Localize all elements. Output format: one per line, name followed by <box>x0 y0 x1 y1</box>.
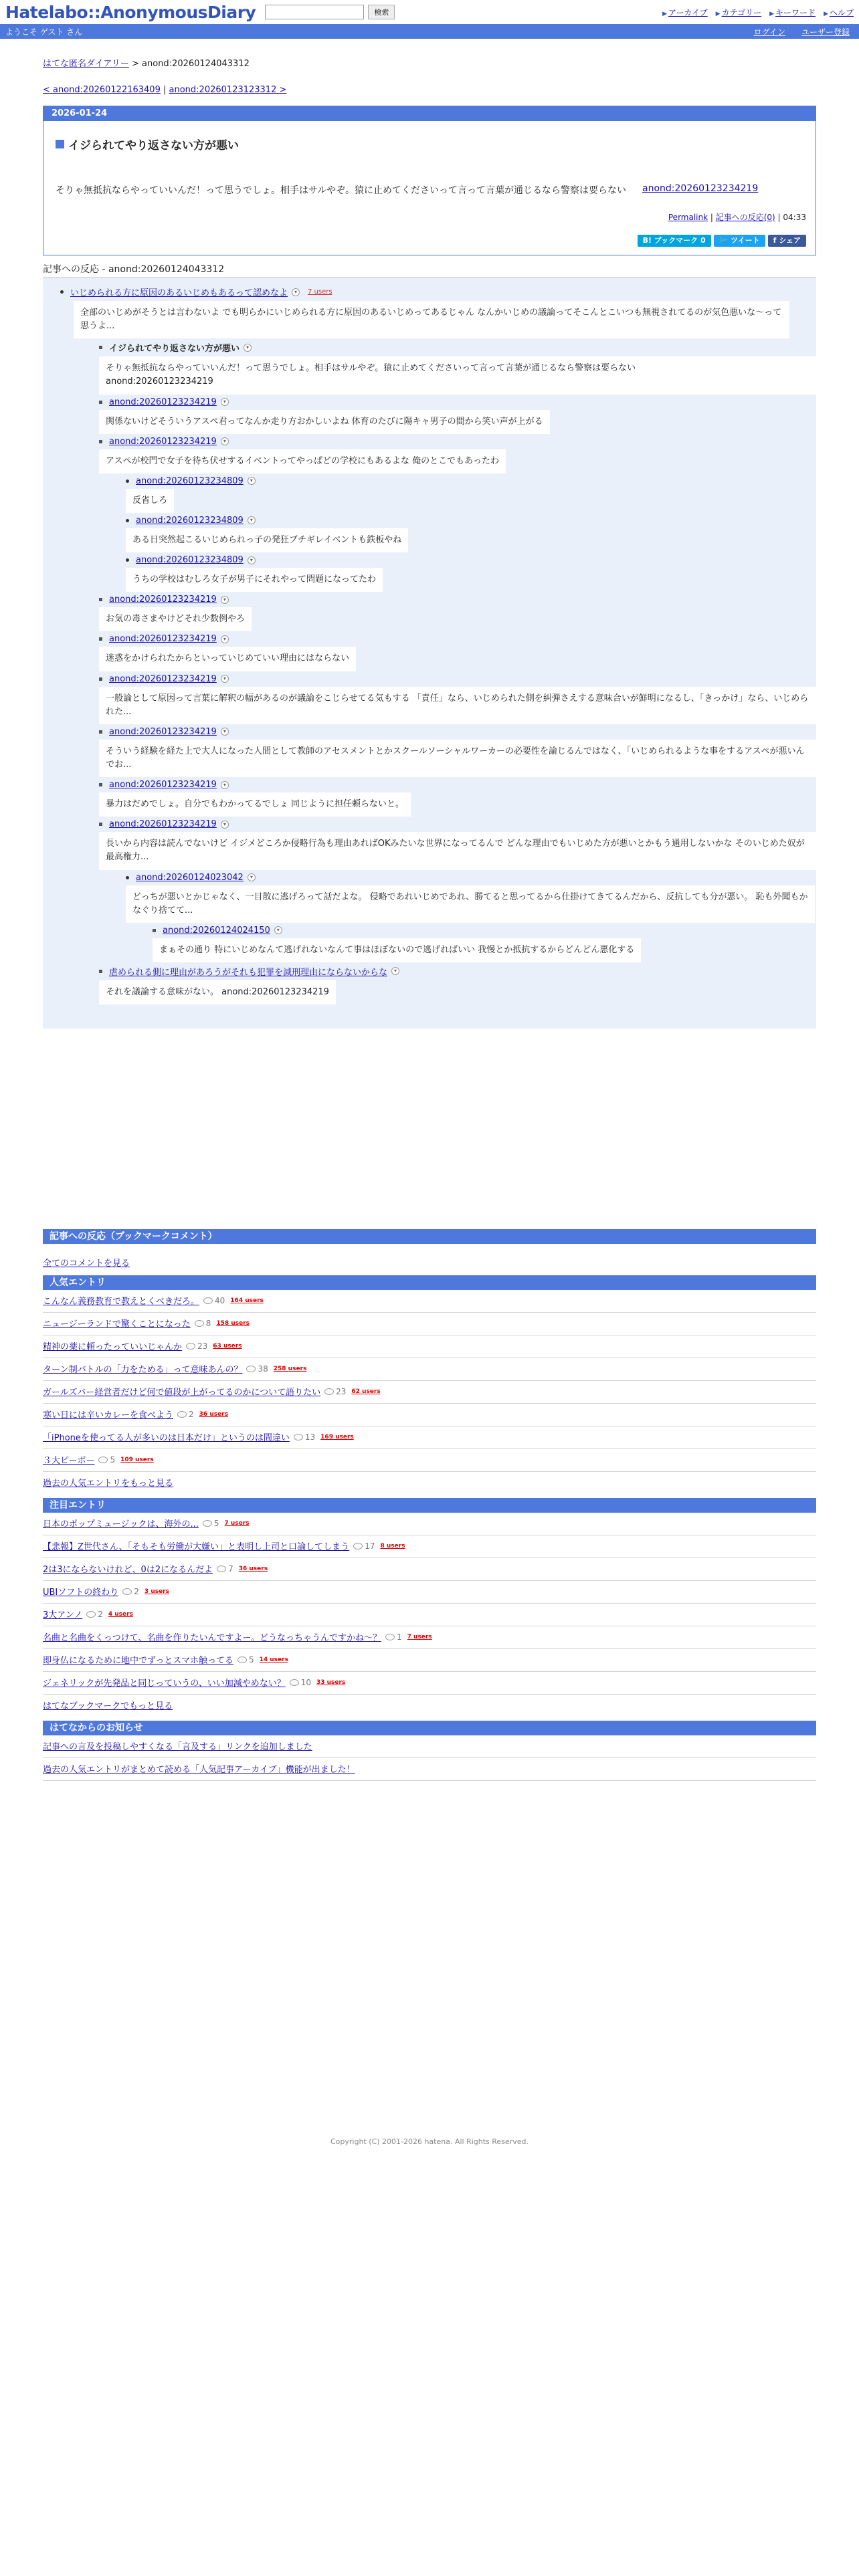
tree-node-link[interactable]: anond:20260123234219 <box>109 397 217 407</box>
comment-count-value: 8 <box>205 1318 211 1328</box>
entry-list-link[interactable]: ターン制バトルの「力をためる」って意味あんの？ <box>43 1365 243 1376</box>
bullet-icon <box>153 929 156 932</box>
tree-node-text: 関係ないけどそういうアスペ君ってなんか走り方おかしいよね 体育のたびに陽キャ男子の間から笑い声が上がる <box>99 410 550 434</box>
tree-node-link[interactable]: anond:20260123234219 <box>109 780 217 790</box>
menu-icon[interactable]: ▾ <box>221 728 229 736</box>
comment-count-value: 38 <box>258 1364 268 1374</box>
entry-list-row <box>43 1649 816 1672</box>
users-count-badge[interactable]: 8 users <box>380 1542 405 1549</box>
tree-node-link[interactable]: anond:20260123234219 <box>109 819 217 830</box>
popular-list <box>43 1290 816 1472</box>
entry-list-row <box>43 1513 816 1535</box>
tree-root-text: 全部のいじめがそうとは言わないよ でも明らかにいじめられる方に原因のあるいじめってあるじゃん なんかいじめの議論ってそこんとこいつも無視されてるのが気色悪いな〜って思うよ... <box>74 301 789 338</box>
menu-icon[interactable]: ▾ <box>221 437 229 445</box>
bullet-icon <box>126 519 129 522</box>
search-input[interactable] <box>265 5 364 19</box>
tree-sibling-node <box>99 965 816 1004</box>
entry-list-link[interactable]: ガールズバー経営者だけど何で値段が上がってるのかについて語りたい <box>43 1388 321 1398</box>
tree-subsubnode-link[interactable]: anond:20260124024150 <box>163 925 270 936</box>
tree-node-text: アスペが校門で女子を待ち伏せするイベントってやっぱどの学校にもあるよな 俺のとこでもあったわ <box>99 449 506 473</box>
tree-node-link[interactable]: anond:20260123234219 <box>109 673 217 684</box>
tree-subnode-text: どっちが悪いとかじゃなく、一目散に逃げろって話だよな。 侵略であれいじめであれ、勝てると思ってるから仕掛けてきてるんだから、反抗しても分が悪い。 恥も外聞もかなぐり捨てて... <box>126 885 815 923</box>
menu-icon[interactable]: ▾ <box>391 967 399 975</box>
comment-count[interactable] <box>86 1610 103 1619</box>
bookmark-comments-section <box>43 1229 816 1274</box>
site-logo[interactable]: Hatelabo::AnonymousDiary <box>5 2 256 22</box>
bullet-icon <box>126 558 129 562</box>
users-count-badge[interactable]: 36 users <box>238 1565 268 1572</box>
popular-more-link[interactable]: 過去の人気エントリをもっと見る <box>43 1479 174 1489</box>
comment-bubble-icon <box>385 1634 395 1640</box>
tree-node-link[interactable]: anond:20260123234219 <box>109 436 217 447</box>
tree-node-text: 暴力はだめでしょ。自分でもわかってるでしょ 同じように担任頼らないと。 <box>99 792 411 817</box>
entry-list-row <box>43 1290 816 1313</box>
menu-icon[interactable]: ▾ <box>292 288 300 296</box>
comment-count-value: 17 <box>365 1541 375 1551</box>
bullet-icon <box>126 479 129 483</box>
entry-body-text: そりゃ無抵抗ならやっていいんだ！って思うでしょ。相手はサルやぞ。猿に止めてくださいって言って言葉が通じるなら警察は要らない <box>56 185 627 196</box>
bullet-icon <box>99 401 102 404</box>
entry-pager <box>43 85 816 95</box>
tree-node-text: 長いから内容は読んでないけど イジメどころか侵略行為も理由あればOKみたいな世界になってるんで どんな理由でもいじめた方が悪いとかもう通用しないかな そのいじめた奴が最高権力... <box>99 832 816 869</box>
news-item[interactable]: 記事への言及を投稿しやすくなる「言及する」リンクを追加しました <box>43 1742 312 1753</box>
welcome-text: ようこそ ゲスト さん <box>5 27 83 37</box>
menu-icon[interactable]: ▾ <box>274 926 282 934</box>
tree-subnode <box>126 873 816 962</box>
entry-list-link[interactable]: 精神の薬に頼ったっていいじゃんか <box>43 1342 183 1353</box>
menu-icon[interactable]: ▾ <box>221 596 229 604</box>
fb-label: シェア <box>779 236 801 245</box>
menu-icon[interactable]: ▾ <box>244 344 252 352</box>
tweet-label: ツイート <box>731 236 760 245</box>
tree-node-link[interactable]: anond:20260123234219 <box>109 595 217 605</box>
bullet-icon <box>99 598 102 601</box>
comment-bubble-icon <box>353 1543 363 1549</box>
comment-count-value: 7 <box>228 1564 233 1574</box>
bullet-icon <box>99 783 102 786</box>
notable-list <box>43 1513 816 1695</box>
users-count-badge[interactable]: 258 users <box>273 1365 307 1372</box>
users-count-badge[interactable]: 158 users <box>216 1319 250 1327</box>
entry-list-row <box>43 1335 816 1358</box>
comment-count-value: 2 <box>189 1409 194 1419</box>
nav-keyword[interactable]: ▶ キーワード <box>769 7 816 18</box>
comment-count[interactable] <box>122 1587 139 1596</box>
comment-count-value: 1 <box>396 1632 402 1642</box>
all-comments-link[interactable]: 全てのコメントを見る <box>43 1259 130 1269</box>
notable-title: 注目エントリ <box>43 1498 816 1513</box>
pager-sep: | <box>160 85 169 95</box>
breadcrumb-current: anond:20260124043312 <box>142 59 250 69</box>
users-count-badge[interactable]: 63 users <box>213 1342 242 1350</box>
users-count-badge[interactable]: 3 users <box>144 1588 169 1595</box>
notable-section <box>43 1498 816 1717</box>
breadcrumb <box>43 56 816 69</box>
top-nav <box>662 7 854 18</box>
entry-body <box>56 183 816 197</box>
comment-bubble-icon <box>294 1434 303 1440</box>
comment-count[interactable] <box>177 1410 194 1419</box>
comment-bubble-icon <box>177 1411 187 1418</box>
nav-archive[interactable]: ▶ アーカイブ <box>662 7 708 18</box>
tree-node-title: イジられてやり返さない方が悪い <box>109 344 240 354</box>
bullet-icon <box>99 823 102 826</box>
comment-count[interactable] <box>195 1319 211 1328</box>
prev-entry-link[interactable]: < anond:20260122163409 <box>43 85 161 95</box>
nav-help[interactable]: ▶ ヘルプ <box>824 7 854 18</box>
notable-more-link[interactable]: はてなブックマークでもっと見る <box>43 1701 173 1712</box>
reaction-count-link[interactable]: 記事への反応(0) <box>715 213 775 222</box>
tree-subnode-link[interactable]: anond:20260124023042 <box>136 872 244 883</box>
entry-meta: Permalink | 記事への反応(0) | 04:33 <box>668 213 806 222</box>
entry-list-link[interactable]: 3大アンノ <box>43 1610 83 1621</box>
comment-count-value: 2 <box>134 1586 139 1596</box>
comment-count-value: 2 <box>98 1609 103 1619</box>
comment-bubble-icon <box>324 1388 334 1395</box>
tree-node-text: そういう経験を経た上で大人になった人間として教師のアセスメントとかスクールソーシャルワーカーの必要性を論じるんではなく、「いじめられるような事をするアスペが悪いんでお... <box>99 740 816 777</box>
bullet-icon <box>99 346 102 349</box>
comment-count-value: 13 <box>304 1432 316 1442</box>
comment-count-value: 23 <box>336 1386 347 1396</box>
entry-list-row <box>43 1604 816 1626</box>
news-section <box>43 1721 816 1781</box>
entry-list-link[interactable]: ３大ピーボー <box>43 1456 95 1467</box>
comment-bubble-icon <box>203 1520 212 1527</box>
breadcrumb-home[interactable]: はてな匿名ダイアリー <box>43 59 129 69</box>
comment-count[interactable] <box>217 1564 233 1574</box>
comment-bubble-icon <box>98 1457 108 1463</box>
comment-bubble-icon <box>186 1343 195 1350</box>
welcome-bar <box>0 24 859 39</box>
bullet-icon <box>99 440 102 443</box>
entry-list-row <box>43 1358 816 1381</box>
entry-list-link[interactable]: 名曲と名曲をくっつけて、名曲を作りたいんですよー。どうなっちゃうんですかね〜？ <box>43 1633 381 1644</box>
bullet-icon <box>99 970 102 973</box>
menu-icon[interactable]: ▾ <box>248 516 256 524</box>
copyright: Copyright (C) 2001-2026 hatena. All Rights Reserved. <box>330 2137 529 2146</box>
menu-icon[interactable]: ▾ <box>248 556 256 564</box>
bullet-icon <box>126 876 129 879</box>
users-count-badge[interactable]: 62 users <box>351 1388 381 1395</box>
search-button[interactable]: 検索 <box>368 5 395 19</box>
tree-subnode-text: ある日突然起こるいじめられっ子の発狂ブチギレイベントも鉄板やね <box>126 528 408 552</box>
comment-count[interactable] <box>186 1341 207 1351</box>
main-content <box>43 56 816 1781</box>
title-square-icon <box>56 140 64 148</box>
comment-count[interactable] <box>203 1519 219 1528</box>
bullet-icon <box>99 730 102 734</box>
tree-node <box>99 634 816 671</box>
tree-node-text: お気の毒さまやけどそれ少数例やろ <box>99 607 252 631</box>
menu-icon[interactable]: ▾ <box>248 873 256 881</box>
breadcrumb-sep: > <box>128 59 142 69</box>
users-count-badge[interactable]: 36 users <box>199 1410 228 1418</box>
comment-bubble-icon <box>237 1656 247 1663</box>
next-entry-link[interactable]: anond:20260123123312 > <box>169 85 287 95</box>
entry-list-row <box>43 1672 816 1695</box>
comment-bubble-icon <box>203 1297 213 1304</box>
entry-list-row <box>43 1313 816 1335</box>
tree-root-link[interactable]: いじめられる方に原因のあるいじめもあるって認めなよ <box>70 288 288 298</box>
entry-title-text[interactable]: イジられてやり返さない方が悪い <box>68 139 239 152</box>
tree-subnode-link[interactable]: anond:20260123234809 <box>136 475 244 486</box>
entry-list-link[interactable]: ジェネリックが先発品と同じっていうの、いい加減やめない？ <box>43 1679 286 1689</box>
menu-icon[interactable]: ▾ <box>221 635 229 643</box>
tree-node-link[interactable]: anond:20260123234219 <box>109 726 217 737</box>
tree-subnode <box>126 555 816 592</box>
users-count-badge[interactable]: 164 users <box>230 1297 264 1304</box>
menu-icon[interactable]: ▾ <box>221 781 229 789</box>
comment-bubble-icon <box>290 1679 299 1686</box>
entry-list-link[interactable]: 「iPhoneを使ってる人が多いのは日本だけ」というのは間違い <box>43 1433 290 1444</box>
tree-node-text: そりゃ無抵抗ならやっていいんだ！って思うでしょ。相手はサルやぞ。猿に止めてくださいって言って言葉が通じるなら警察は要らない anond:20260123234219 <box>99 356 816 394</box>
entry-list-row <box>43 1449 816 1472</box>
entry-list-row <box>43 1626 816 1649</box>
tree-root-users[interactable]: 7 users <box>308 288 332 296</box>
comment-count[interactable] <box>246 1364 268 1374</box>
entry-title <box>56 136 816 152</box>
menu-icon[interactable]: ▾ <box>221 675 229 683</box>
users-count-badge[interactable]: 4 users <box>108 1610 133 1618</box>
tree-sibling-link[interactable]: 虐められる側に理由があろうがそれも犯罪を減刑理由にならないからな <box>109 967 388 978</box>
comment-bubble-icon <box>217 1566 226 1572</box>
tree-node-text: 一般論として原因って言葉に解釈の幅があるのが議論をこじらせてる気もする 「責任」なら、いじめられた側を糾弾さえする意味合いが鮮明になるし、「きっかけ」なら、いじめられた... <box>99 687 816 724</box>
comment-count[interactable] <box>290 1678 311 1687</box>
hatebu-bookmark-button[interactable]: B! ブックマーク 0 <box>638 235 711 247</box>
tree-node <box>99 727 816 777</box>
comment-count[interactable] <box>237 1655 254 1665</box>
tree-node <box>99 780 816 817</box>
users-count-badge[interactable]: 14 users <box>259 1656 288 1663</box>
tree-node <box>99 595 816 631</box>
menu-icon[interactable]: ▾ <box>221 821 229 829</box>
nav-category[interactable]: ▶ カテゴリー <box>716 7 761 18</box>
comment-bubble-icon <box>246 1366 256 1372</box>
tree-sibling-text: それを議論する意味がない。 anond:20260123234219 <box>99 980 336 1004</box>
entry-date: 2026-01-24 <box>43 106 816 121</box>
entry-list-row <box>43 1581 816 1604</box>
tree-node <box>99 437 816 593</box>
users-count-badge[interactable]: 109 users <box>120 1456 154 1463</box>
entry-list-link[interactable]: 即身仏になるために地中でずっとスマホ触ってる <box>43 1656 233 1667</box>
login-link[interactable]: ログイン <box>753 27 785 37</box>
tree-root-node <box>60 286 816 338</box>
users-count-badge[interactable]: 169 users <box>320 1433 354 1440</box>
permalink[interactable]: Permalink <box>668 213 708 222</box>
tree-subnode <box>126 476 816 513</box>
comment-bubble-icon <box>86 1611 96 1618</box>
comment-count[interactable] <box>385 1632 402 1642</box>
news-title: はてなからのお知らせ <box>43 1721 816 1735</box>
comment-count-value: 10 <box>300 1677 311 1687</box>
tree-subnode-link[interactable]: anond:20260123234809 <box>136 555 244 566</box>
comment-count[interactable] <box>294 1432 315 1442</box>
tree-node-text: 迷惑をかけられたからといっていじめていい理由にはならない <box>99 647 356 671</box>
users-count-badge[interactable]: 7 users <box>224 1519 250 1527</box>
comment-count-value: 5 <box>110 1455 116 1465</box>
share-row <box>43 235 806 247</box>
bookmark-section-title: 記事への反応（ブックマークコメント） <box>43 1229 816 1244</box>
entry-list-link[interactable]: 日本のポップミュージックは、海外の... <box>43 1519 199 1530</box>
entry-list-link[interactable]: UBIソフトの終わり <box>43 1588 119 1598</box>
entry-time: 04:33 <box>783 213 806 222</box>
bullet-icon <box>60 290 64 294</box>
comment-count-value: 5 <box>248 1654 254 1665</box>
reactions-title: 記事への反応 - anond:20260124043312 <box>43 262 816 278</box>
tree-subnode-text: うちの学校はむしろ女子が男子にそれやって問題になってたわ <box>126 568 383 592</box>
menu-icon[interactable]: ▾ <box>221 398 229 406</box>
users-count-badge[interactable]: 33 users <box>316 1679 346 1686</box>
entry-body-anond-link[interactable]: anond:20260123234219 <box>642 183 759 194</box>
comment-count[interactable] <box>98 1455 115 1465</box>
entry-list-row <box>43 1426 816 1449</box>
tree-node <box>99 819 816 962</box>
entry-list-row <box>43 1404 816 1426</box>
tree-node <box>99 674 816 724</box>
entry-list-link[interactable]: ニュージーランドで驚くことになった <box>43 1319 191 1330</box>
tree-node-current <box>99 341 816 394</box>
news-item[interactable]: 過去の人気エントリがまとめて読める「人気記事アーカイブ」機能が出ました！ <box>43 1765 355 1776</box>
tree-subnode-link[interactable]: anond:20260123234809 <box>136 515 244 526</box>
entry-list-link[interactable]: 【悲報】Z世代さん、「そもそも労働が大嫌い」と表明し上司と口論してしまう <box>43 1542 350 1553</box>
entry-list-link[interactable]: 2は3にならないけれど、0は2になるんだよ <box>43 1565 213 1576</box>
comment-count[interactable] <box>324 1387 346 1396</box>
top-bar <box>0 0 859 24</box>
tree-subsubnode <box>153 926 816 962</box>
popular-section <box>43 1275 816 1494</box>
comment-bubble-icon <box>195 1320 204 1327</box>
facebook-share-button[interactable]: f シェア <box>768 235 806 247</box>
menu-icon[interactable]: ▾ <box>248 477 256 485</box>
comment-count-value: 23 <box>197 1341 208 1351</box>
reaction-tree <box>43 278 816 1029</box>
comment-bubble-icon <box>122 1588 132 1595</box>
tweet-button[interactable]: 🐦 ツイート <box>714 235 765 247</box>
register-link[interactable]: ユーザー登録 <box>801 27 850 37</box>
entry-list-row <box>43 1381 816 1404</box>
bullet-icon <box>99 637 102 641</box>
entry-box <box>43 106 816 255</box>
entry-list-link[interactable]: 寒い日には辛いカレーを食べよう <box>43 1410 174 1421</box>
comment-count[interactable] <box>203 1296 225 1305</box>
entry-list-link[interactable]: こんなん義務教育で教えとくべきだろ。 <box>43 1297 200 1307</box>
tree-node <box>99 397 816 434</box>
comment-count-value: 40 <box>215 1295 225 1305</box>
entry-list-row <box>43 1535 816 1558</box>
popular-title: 人気エントリ <box>43 1275 816 1290</box>
entry-list-row <box>43 1558 816 1581</box>
comment-count[interactable] <box>353 1541 375 1551</box>
tree-subnode-text: 反省しろ <box>126 489 174 513</box>
bullet-icon <box>99 677 102 681</box>
tree-node-link[interactable]: anond:20260123234219 <box>109 634 217 645</box>
comment-count-value: 5 <box>213 1518 219 1528</box>
tree-subsubnode-text: まぁその通り 特にいじめなんて逃げれないなんて事はほぼないので逃げればいい 我慢とか抵抗するからどんどん悪化する <box>153 938 641 962</box>
tree-subnode <box>126 516 816 552</box>
users-count-badge[interactable]: 7 users <box>407 1633 432 1640</box>
